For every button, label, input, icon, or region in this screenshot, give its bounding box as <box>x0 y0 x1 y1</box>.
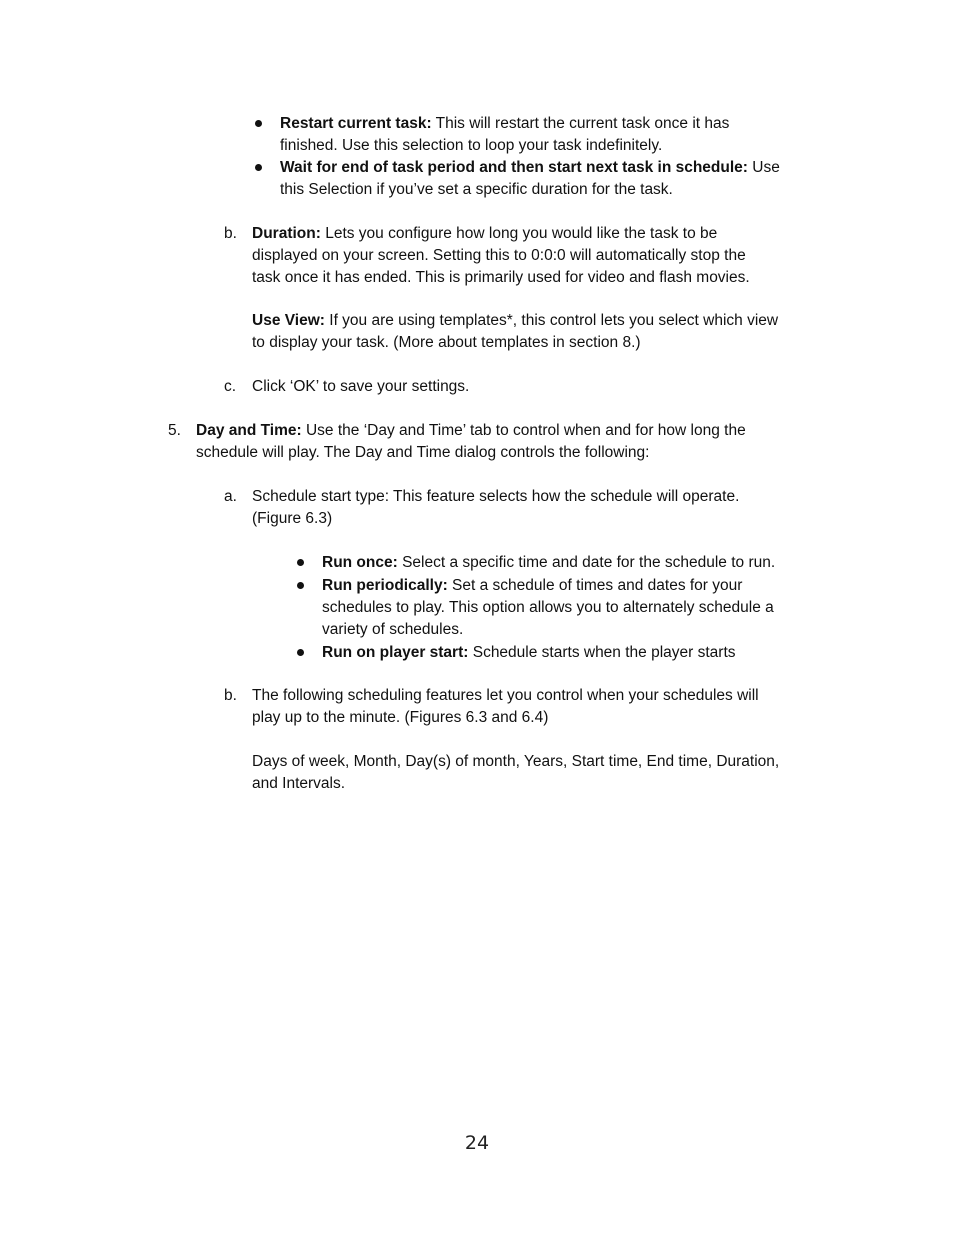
list-marker: c. <box>224 378 237 395</box>
use-view-text: If you are using templates*, this control lets you select which view <box>324 312 779 329</box>
list-marker: b. <box>224 225 237 242</box>
bullet-label: Run on player start: <box>322 644 469 661</box>
bullet-label: Run periodically: <box>322 577 448 594</box>
click-ok-item: Click ‘OK’ to save your settings. <box>252 378 470 395</box>
bullet-line: schedules to play. This option allows you to alternately schedule a <box>322 599 774 616</box>
bullet-line: finished. Use this selection to loop your task indefinitely. <box>280 137 663 154</box>
bullet-wait-for-end <box>280 157 780 201</box>
duration-text: Lets you configure how long you would like the task to be <box>320 225 718 242</box>
bullet-label: Run once: <box>322 554 398 571</box>
duration-item <box>252 223 750 289</box>
bullet-text: This will restart the current task once it has <box>431 115 730 132</box>
bullet-run-on-player-start <box>322 642 736 664</box>
day-and-time-item <box>196 420 746 464</box>
bullet-text: Use <box>747 159 780 176</box>
bullet-line <box>280 157 780 179</box>
features-list-paragraph <box>252 751 779 795</box>
paragraph-line: Schedule start type: This feature selects how the schedule will operate. <box>252 488 740 505</box>
bullet-icon <box>297 649 304 656</box>
bullet-line <box>322 575 774 597</box>
list-marker: a. <box>224 488 237 505</box>
paragraph-line: Days of week, Month, Day(s) of month, Years, Start time, End time, Duration, <box>252 753 780 770</box>
bullet-icon <box>297 582 304 589</box>
page-number: 24 <box>464 1132 490 1154</box>
list-marker: 5. <box>168 422 181 439</box>
bullet-text: Set a schedule of times and dates for your <box>447 577 743 594</box>
list-marker: b. <box>224 687 237 704</box>
duration-label: Duration: <box>252 225 321 242</box>
paragraph-line <box>252 223 750 245</box>
paragraph-line: to display your task. (More about templates in section 8.) <box>252 334 641 351</box>
bullet-line: variety of schedules. <box>322 621 464 638</box>
bullet-line: this Selection if you’ve set a specific duration for the task. <box>280 181 673 198</box>
bullet-run-periodically <box>322 575 774 641</box>
paragraph-line: and Intervals. <box>252 775 346 792</box>
paragraph-line: The following scheduling features let you control when your schedules will <box>252 687 759 704</box>
bullet-run-once <box>322 552 775 574</box>
paragraph-line <box>252 310 778 332</box>
use-view-label: Use View: <box>252 312 325 329</box>
bullet-label: Restart current task: <box>280 115 432 132</box>
bullet-icon <box>255 164 262 171</box>
day-and-time-label: Day and Time: <box>196 422 302 439</box>
paragraph-line: (Figure 6.3) <box>252 510 333 527</box>
bullet-label: Wait for end of task period and then start next task in schedule: <box>280 159 748 176</box>
bullet-text: Schedule starts when the player starts <box>468 644 736 661</box>
day-and-time-text: Use the ‘Day and Time’ tab to control when and for how long the <box>301 422 746 439</box>
use-view-paragraph <box>252 310 778 354</box>
paragraph-line: displayed on your screen. Setting this to 0:0:0 will automatically stop the <box>252 247 746 264</box>
paragraph-line: task once it has ended. This is primarily used for video and flash movies. <box>252 269 750 286</box>
bullet-restart-current-task <box>280 113 729 157</box>
bullet-icon <box>255 120 262 127</box>
scheduling-features-item <box>252 685 759 729</box>
schedule-start-type-item <box>252 486 739 530</box>
bullet-icon <box>297 559 304 566</box>
paragraph-line <box>196 420 746 442</box>
paragraph-line: play up to the minute. (Figures 6.3 and 6.4) <box>252 709 549 726</box>
bullet-line <box>322 642 736 664</box>
bullet-line <box>280 113 729 135</box>
bullet-text: Select a specific time and date for the schedule to run. <box>397 554 776 571</box>
bullet-line <box>322 552 775 574</box>
paragraph-line: schedule will play. The Day and Time dialog controls the following: <box>196 444 650 461</box>
